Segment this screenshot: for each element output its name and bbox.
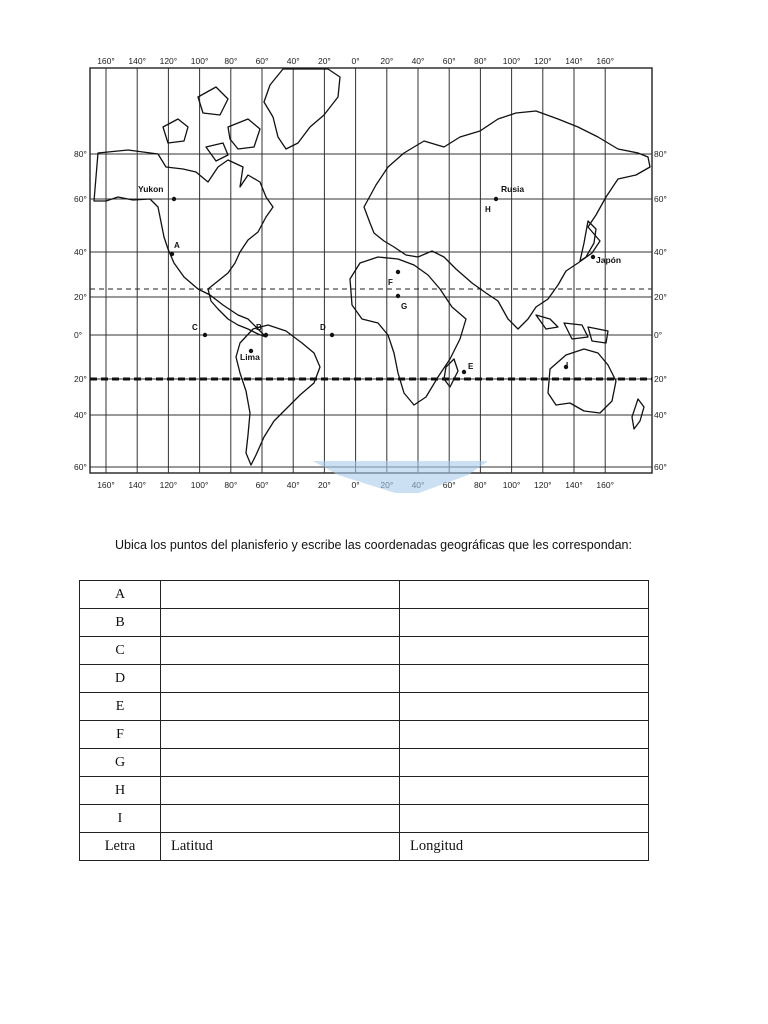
latitude-label-right: 0°	[654, 330, 663, 340]
table-row	[80, 693, 649, 721]
longitude-label-top: 100°	[190, 57, 209, 66]
longitude-label-top: 160°	[97, 57, 115, 66]
letter-cell: B	[80, 609, 161, 637]
longitude-label-bottom: 80°	[224, 480, 238, 490]
longitude-answer-cell[interactable]	[400, 721, 649, 749]
table-row	[80, 665, 649, 693]
latitude-labels-left	[74, 149, 87, 472]
point-d-label: D	[320, 323, 326, 332]
longitude-label-top: 140°	[128, 57, 146, 66]
latitude-label-right: 80°	[654, 149, 667, 159]
point-yukon-marker	[172, 197, 176, 201]
longitude-label-bottom: 100°	[502, 480, 521, 490]
longitude-answer-cell[interactable]	[400, 805, 649, 833]
latitude-label-right: 40°	[654, 410, 667, 420]
letter-cell: E	[80, 693, 161, 721]
africa-outline	[350, 257, 466, 405]
point-a-label: A	[174, 241, 180, 250]
longitude-label-bottom: 40°	[286, 480, 300, 490]
point-e-marker	[462, 370, 466, 374]
point-g-label: G	[401, 302, 408, 311]
map-points	[170, 197, 595, 374]
latitude-label-left: 0°	[74, 330, 83, 340]
longitude-label-bottom: 140°	[565, 480, 583, 490]
latitude-labels-right	[654, 149, 667, 472]
latitude-answer-cell[interactable]	[161, 749, 400, 777]
longitude-label-bottom: 20°	[317, 480, 331, 490]
longitude-answer-cell[interactable]	[400, 693, 649, 721]
longitude-label-top: 120°	[159, 57, 178, 66]
latitude-label-left: 20°	[74, 292, 87, 302]
place-yukon-label: Yukon	[138, 184, 164, 194]
point-h-marker	[494, 197, 498, 201]
longitude-answer-cell[interactable]	[400, 749, 649, 777]
latitude-label-right: 60°	[654, 194, 667, 204]
point-g-marker	[396, 294, 400, 298]
letter-cell: D	[80, 665, 161, 693]
longitude-answer-cell[interactable]	[400, 777, 649, 805]
new-zealand-outline	[632, 399, 644, 429]
header-latitud: Latitud	[161, 833, 400, 861]
latitude-label-left: 80°	[74, 149, 87, 159]
letter-cell: C	[80, 637, 161, 665]
point-f-marker	[396, 270, 400, 274]
latitude-answer-cell[interactable]	[161, 609, 400, 637]
longitude-label-bottom: 0°	[351, 480, 360, 490]
longitude-label-bottom: 160°	[97, 480, 115, 490]
longitude-label-bottom: 120°	[534, 480, 552, 490]
longitude-label-top: 0°	[351, 57, 360, 66]
sea-islands-outline	[536, 315, 608, 343]
table-row	[80, 581, 649, 609]
longitude-label-bottom: 140°	[128, 480, 146, 490]
latitude-answer-cell[interactable]	[161, 637, 400, 665]
longitude-label-bottom: 120°	[159, 480, 178, 490]
longitude-label-top: 160°	[596, 57, 614, 66]
table-row	[80, 805, 649, 833]
longitude-answer-cell[interactable]	[400, 581, 649, 609]
point-c-label: C	[192, 323, 198, 332]
table-header-row	[80, 833, 649, 861]
longitude-label-top: 80°	[224, 57, 238, 66]
longitude-answer-cell[interactable]	[400, 637, 649, 665]
latitude-label-left: 60°	[74, 462, 87, 472]
latitude-answer-cell[interactable]	[161, 665, 400, 693]
longitude-label-top: 40°	[286, 57, 300, 66]
eurasia-outline	[364, 111, 650, 329]
header-longitud: Longitud	[400, 833, 649, 861]
point-c-marker	[203, 333, 207, 337]
table-row	[80, 777, 649, 805]
longitude-label-top: 40°	[411, 57, 425, 66]
place-rusia-label: Rusia	[501, 184, 525, 194]
longitude-label-top: 120°	[534, 57, 552, 66]
point-a-marker	[170, 252, 174, 256]
longitude-label-top: 60°	[255, 57, 269, 66]
letter-cell: F	[80, 721, 161, 749]
latitude-answer-cell[interactable]	[161, 581, 400, 609]
table-row	[80, 637, 649, 665]
latitude-answer-cell[interactable]	[161, 693, 400, 721]
point-f-label: F	[388, 278, 393, 287]
australia-outline	[548, 349, 616, 413]
point-d-marker	[330, 333, 334, 337]
latitude-answer-cell[interactable]	[161, 721, 400, 749]
longitude-label-top: 60°	[442, 57, 456, 66]
arrow-watermark-icon	[313, 461, 488, 493]
table-row	[80, 721, 649, 749]
point-japon-marker	[591, 255, 595, 259]
continent-outlines	[94, 69, 650, 465]
longitude-label-bottom: 60°	[255, 480, 269, 490]
longitude-label-bottom: 80°	[473, 480, 487, 490]
table-row	[80, 609, 649, 637]
latitude-label-left: 40°	[74, 410, 87, 420]
instruction-text: Ubica los puntos del planisferio y escribe las coordenadas geográficas que les correspondan:	[115, 538, 632, 552]
latitude-label-left: 60°	[74, 194, 87, 204]
longitude-answer-cell[interactable]	[400, 665, 649, 693]
latitude-label-right: 60°	[654, 462, 667, 472]
longitude-label-bottom: 100°	[190, 480, 209, 490]
world-map	[72, 57, 672, 493]
latitude-answer-cell[interactable]	[161, 777, 400, 805]
latitude-label-left: 20°	[74, 374, 87, 384]
longitude-answer-cell[interactable]	[400, 609, 649, 637]
place-japon-label: Japón	[596, 255, 622, 265]
letter-cell: G	[80, 749, 161, 777]
longitude-label-top: 140°	[565, 57, 583, 66]
latitude-label-right: 20°	[654, 374, 667, 384]
point-i-label: I	[566, 361, 569, 370]
longitude-label-top: 80°	[473, 57, 487, 66]
letter-cell: H	[80, 777, 161, 805]
south-america-outline	[236, 325, 320, 465]
point-e-label: E	[468, 362, 474, 371]
longitude-label-bottom: 60°	[442, 480, 456, 490]
table-row	[80, 749, 649, 777]
greenland-outline	[264, 69, 340, 149]
point-h-label: H	[485, 205, 491, 214]
longitude-label-top: 20°	[317, 57, 331, 66]
place-lima-label: Lima	[240, 352, 260, 362]
point-b-marker	[264, 333, 268, 337]
coordinates-table	[79, 580, 649, 861]
longitude-label-top: 20°	[380, 57, 394, 66]
letter-cell: I	[80, 805, 161, 833]
longitude-labels-bottom	[97, 480, 614, 490]
north-america-outline	[94, 150, 273, 337]
point-b-label: B	[256, 323, 262, 332]
arctic-islands-outline	[163, 87, 260, 161]
latitude-label-right: 40°	[654, 247, 667, 257]
longitude-label-top: 100°	[502, 57, 521, 66]
longitude-labels-top	[97, 57, 614, 66]
latitude-label-left: 40°	[74, 247, 87, 257]
longitude-label-bottom: 160°	[596, 480, 614, 490]
latitude-label-right: 20°	[654, 292, 667, 302]
letter-cell: A	[80, 581, 161, 609]
madagascar-outline	[444, 359, 458, 387]
latitude-answer-cell[interactable]	[161, 805, 400, 833]
header-letra: Letra	[80, 833, 161, 861]
